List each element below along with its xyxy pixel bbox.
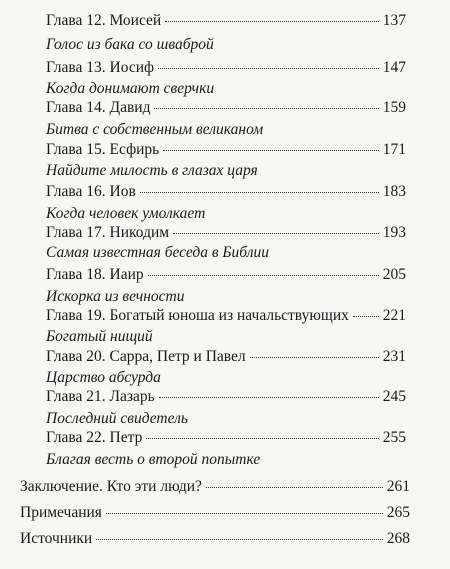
- toc-entry-chapter-18[interactable]: [46, 266, 406, 284]
- dot-leader: [163, 149, 379, 151]
- dot-leader: [250, 356, 379, 358]
- toc-entry-chapter-12[interactable]: [46, 12, 406, 30]
- toc-entry-chapter-22[interactable]: [46, 429, 406, 447]
- chapter-title: Глава 20. Сарра, Петр и Павел: [46, 348, 246, 365]
- chapter-title: Глава 21. Лазарь: [46, 388, 155, 405]
- chapter-title: Глава 18. Иаир: [46, 266, 144, 283]
- chapter-subtitle: Последний свидетель: [46, 410, 188, 427]
- section-title: Примечания: [20, 504, 102, 521]
- chapter-title: Глава 13. Иосиф: [46, 59, 155, 76]
- dot-leader: [165, 20, 379, 22]
- dot-leader: [154, 107, 378, 109]
- toc-entry-chapter-15[interactable]: [46, 141, 406, 159]
- page-number: 205: [382, 266, 406, 283]
- dot-leader: [353, 315, 379, 317]
- page-number: 245: [382, 388, 406, 405]
- toc-entry-chapter-16[interactable]: [46, 183, 406, 201]
- page-number: 159: [382, 99, 406, 116]
- toc-entry-chapter-20[interactable]: [46, 348, 406, 366]
- chapter-subtitle: Голос из бака со шваброй: [46, 36, 214, 53]
- dot-leader: [159, 396, 379, 398]
- chapter-subtitle: Битва с собственным великаном: [46, 121, 264, 138]
- chapter-title: Глава 22. Петр: [46, 429, 143, 446]
- section-title: Источники: [20, 530, 93, 547]
- chapter-title: Глава 19. Богатый юноша из начальствующих: [46, 307, 349, 324]
- chapter-title: Глава 16. Иов: [46, 183, 136, 200]
- dot-leader: [158, 67, 379, 69]
- page-number: 193: [382, 224, 406, 241]
- chapter-subtitle: Царство абсурда: [46, 369, 161, 386]
- chapter-subtitle: Самая известная беседа в Библии: [46, 244, 269, 261]
- chapter-title: Глава 17. Никодим: [46, 224, 170, 241]
- chapter-title: Глава 15. Есфирь: [46, 141, 160, 158]
- chapter-subtitle: Когда человек умолкает: [46, 205, 206, 222]
- dot-leader: [206, 486, 383, 488]
- page-number: 255: [382, 429, 406, 446]
- page-number: 265: [386, 504, 410, 521]
- toc-entry-chapter-17[interactable]: [46, 224, 406, 242]
- toc-entry-chapter-13[interactable]: [46, 59, 406, 77]
- dot-leader: [173, 232, 379, 234]
- chapter-subtitle: Искорка из вечности: [46, 288, 185, 305]
- chapter-title: Глава 14. Давид: [46, 99, 151, 116]
- chapter-subtitle: Когда донимают сверчки: [46, 80, 215, 97]
- page-number: 268: [386, 530, 410, 547]
- page-number: 171: [382, 141, 406, 158]
- toc-entry-notes[interactable]: [20, 504, 410, 522]
- page-number: 137: [382, 12, 406, 29]
- dot-leader: [106, 512, 383, 514]
- dot-leader: [140, 191, 379, 193]
- page-number: 183: [382, 183, 406, 200]
- chapter-subtitle: Богатый нищий: [46, 328, 153, 345]
- toc-entry-chapter-21[interactable]: [46, 388, 406, 406]
- toc-entry-chapter-19[interactable]: [46, 307, 406, 325]
- dot-leader: [96, 538, 383, 540]
- page-number: 147: [382, 59, 406, 76]
- section-title: Заключение. Кто эти люди?: [20, 478, 202, 495]
- page-number: 261: [386, 478, 410, 495]
- dot-leader: [148, 274, 379, 276]
- chapter-title: Глава 12. Моисей: [46, 12, 162, 29]
- page-number: 221: [382, 307, 406, 324]
- dot-leader: [146, 437, 378, 439]
- chapter-subtitle: Найдите милость в глазах царя: [46, 162, 258, 179]
- chapter-subtitle: Благая весть о второй попытке: [46, 451, 261, 468]
- toc-entry-chapter-14[interactable]: [46, 99, 406, 117]
- toc-entry-conclusion[interactable]: [20, 478, 410, 496]
- page-number: 231: [382, 348, 406, 365]
- toc-entry-sources[interactable]: [20, 530, 410, 548]
